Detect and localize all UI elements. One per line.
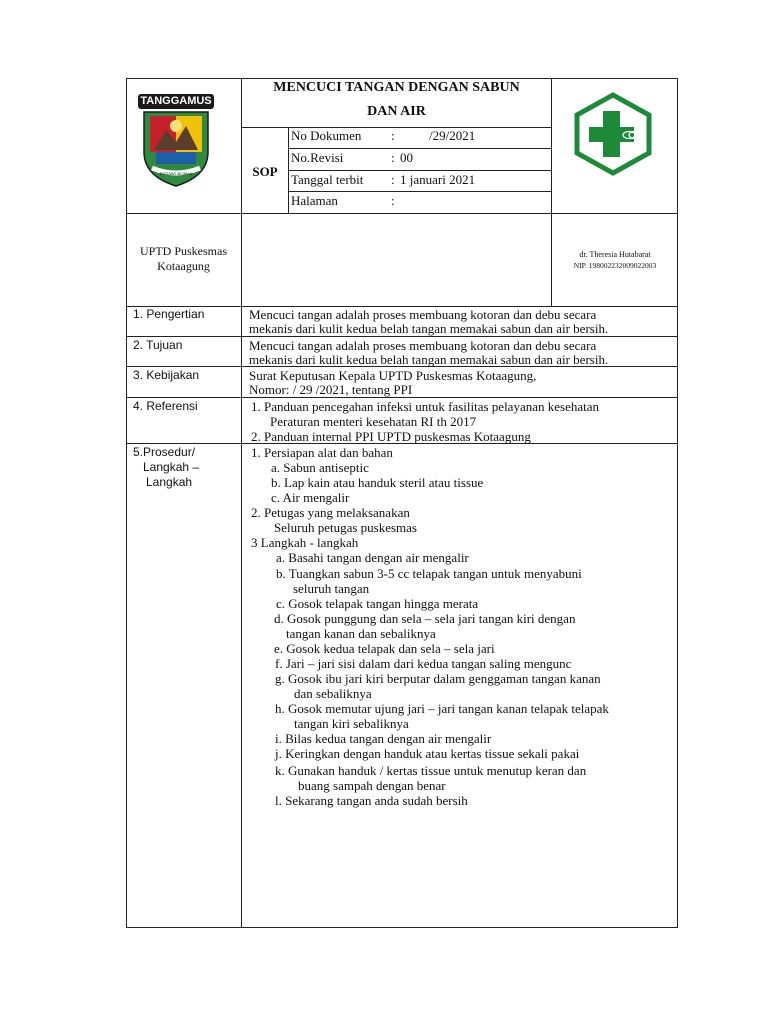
section-label-pengertian: 1. Pengertian (133, 307, 205, 321)
prosedur-step: c. Gosok telapak tangan hingga merata (276, 596, 479, 611)
logo-label: TANGGAMUS (140, 95, 212, 107)
prosedur-step: b. Tuangkan sabun 3-5 cc telapak tangan untuk menyabuni (276, 566, 582, 581)
prosedur-step: 3 Langkah - langkah (251, 535, 359, 550)
logo-motto: BEGAWI JEJAMA (159, 171, 193, 176)
field-value-no-revisi: 00 (400, 150, 413, 165)
section-label-prosedur: 5.Prosedur/ (133, 445, 196, 459)
tanggamus-logo (136, 92, 216, 188)
prosedur-step: k. Gunakan handuk / kertas tissue untuk menutup keran dan (275, 763, 587, 778)
signer-nip: NIP. 198002232009022003 (573, 261, 657, 270)
prosedur-step: 2. Petugas yang melaksanakan (251, 505, 410, 520)
referensi-line: 2. Panduan internal PPI UPTD puskesmas Kotaagung (251, 429, 531, 444)
prosedur-step: tangan kanan dan sebaliknya (286, 626, 436, 641)
sop-label: SOP (252, 164, 278, 179)
prosedur-step: seluruh tangan (293, 581, 370, 596)
tujuan-line: Mencuci tangan adalah proses membuang kotoran dan debu secara (249, 338, 597, 353)
section-label-tujuan: 2. Tujuan (133, 338, 183, 352)
section-label-prosedur: Langkah (146, 475, 193, 489)
prosedur-step: tangan kiri sebaliknya (294, 716, 409, 731)
prosedur-step: b. Lap kain atau handuk steril atau tissue (271, 475, 484, 490)
section-label-kebijakan: 3. Kebijakan (133, 368, 200, 382)
referensi-line: 1. Panduan pencegahan infeksi untuk fasilitas pelayanan kesehatan (251, 399, 599, 414)
field-sep: : (391, 193, 395, 208)
field-label-no-dokumen: No Dokumen (291, 128, 362, 143)
unit-name-line2: Kotaagung (157, 259, 210, 273)
tujuan-line: mekanis dari kulit kedua belah tangan memakai sabun dan air bersih. (249, 352, 609, 367)
prosedur-step: g. Gosok ibu jari kiri berputar dalam genggaman tangan kanan (275, 671, 601, 686)
pengertian-line: Mencuci tangan adalah proses membuang kotoran dan debu secara (249, 307, 597, 322)
prosedur-step: f. Jari – jari sisi dalam dari kedua tangan saling mengunc (275, 656, 572, 671)
field-value-tanggal-terbit: 1 januari 2021 (400, 172, 476, 187)
document-title-line2: DAN AIR (367, 104, 426, 119)
document-title-line1: MENCUCI TANGAN DENGAN SABUN (273, 80, 520, 95)
prosedur-step: j. Keringkan dengan handuk atau kertas tissue sekali pakai (275, 746, 580, 761)
signer-name: dr. Theresia Hutabarat (579, 250, 651, 259)
field-value-no-dokumen: /29/2021 (429, 128, 476, 143)
prosedur-step: d. Gosok punggung dan sela – sela jari tangan kiri dengan (274, 611, 576, 626)
prosedur-step: c. Air mengalir (271, 490, 350, 505)
section-label-referensi: 4. Referensi (133, 399, 198, 413)
prosedur-step: a. Sabun antiseptic (271, 460, 369, 475)
field-label-halaman: Halaman (291, 193, 338, 208)
field-sep: : (391, 150, 395, 165)
prosedur-step: l. Sekarang tangan anda sudah bersih (275, 793, 468, 808)
prosedur-step: i. Bilas kedua tangan dengan air mengalir (275, 731, 492, 746)
unit-name-line1: UPTD Puskesmas (139, 244, 227, 258)
prosedur-step: Seluruh petugas puskesmas (274, 520, 417, 535)
prosedur-step: 1. Persiapan alat dan bahan (251, 445, 393, 460)
kebijakan-line: Surat Keputusan Kepala UPTD Puskesmas Kotaagung, (249, 368, 537, 383)
pengertian-line: mekanis dari kulit kedua belah tangan memakai sabun dan air bersih. (249, 321, 609, 336)
referensi-line: Peraturan menteri kesehatan RI th 2017 (270, 414, 477, 429)
prosedur-step: dan sebaliknya (294, 686, 372, 701)
field-label-tanggal-terbit: Tanggal terbit (291, 172, 364, 187)
prosedur-step: a. Basahi tangan dengan air mengalir (276, 550, 469, 565)
field-sep: : (391, 172, 395, 187)
kebijakan-line: Nomor: / 29 /2021, tentang PPI (249, 382, 413, 397)
prosedur-step: e. Gosok kedua telapak dan sela – sela jari (274, 641, 495, 656)
prosedur-step: buang sampah dengan benar (298, 778, 446, 793)
puskesmas-logo (571, 91, 655, 177)
puskesmas-cross-icon (571, 91, 655, 177)
field-label-no-revisi: No.Revisi (291, 150, 344, 165)
section-label-prosedur: Langkah – (143, 460, 200, 474)
prosedur-step: h. Gosok memutar ujung jari – jari tangan kanan telapak telapak (275, 701, 609, 716)
field-sep: : (391, 128, 395, 143)
